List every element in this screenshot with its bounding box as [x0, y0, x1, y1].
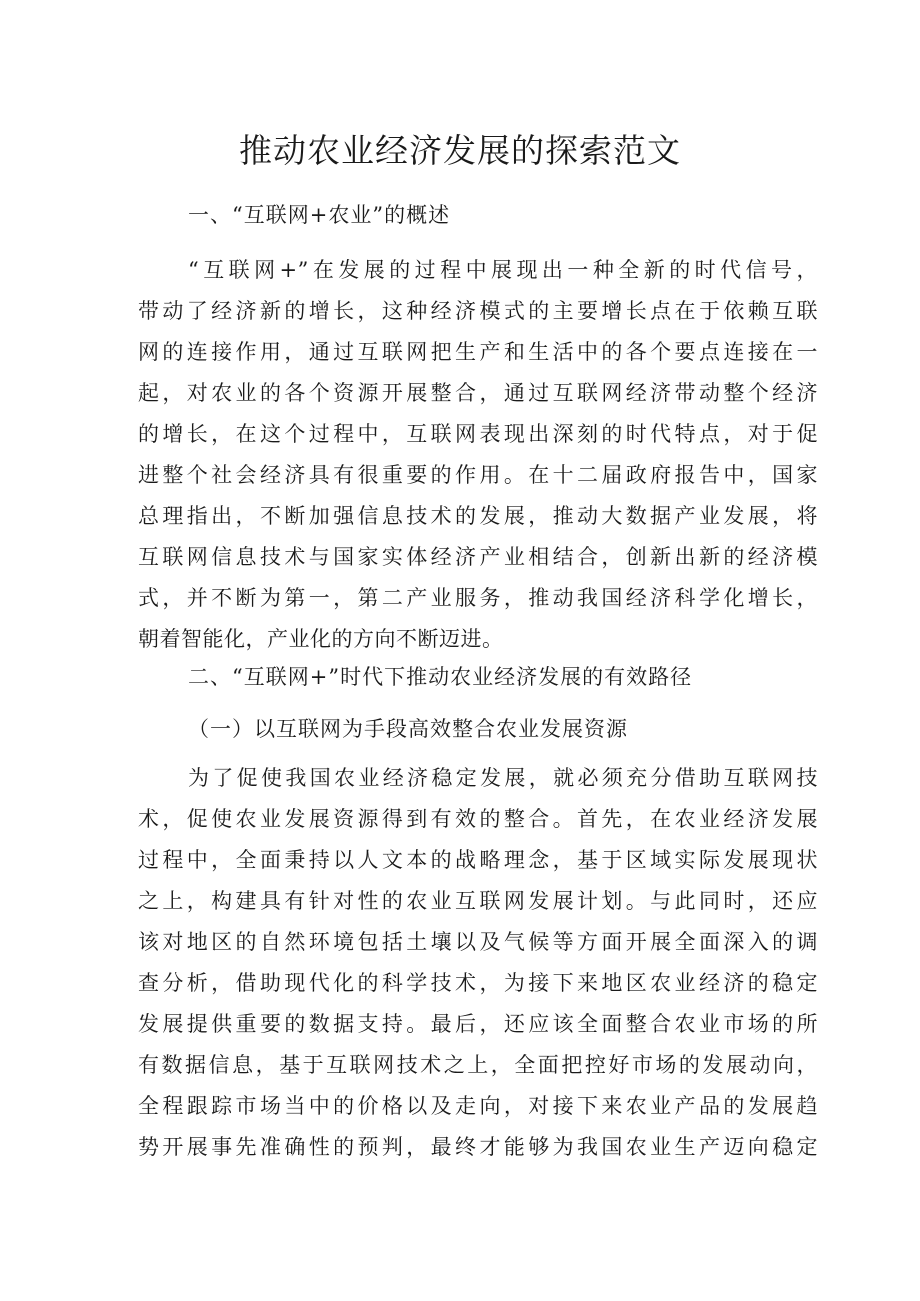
paragraph-line: “互联网+”在发展的过程中展现出一种全新的时代信号，: [188, 258, 818, 282]
paragraph-line: 起，对农业的各个资源开展整合，通过互联网经济带动整个经济: [138, 381, 818, 405]
document-title: 推动农业经济发展的探索范文: [239, 131, 681, 170]
paragraph-line: 的增长，在这个过程中，互联网表现出深刻的时代特点，对于促: [138, 422, 818, 446]
paragraph-line: 全程跟踪市场当中的价格以及走向，对接下来农业产品的发展趋: [138, 1094, 818, 1118]
paragraph-line: 之上，构建具有针对性的农业互联网发展计划。与此同时，还应: [138, 889, 818, 913]
paragraph-line: 进整个社会经济具有很重要的作用。在十二届政府报告中，国家: [138, 463, 818, 487]
paragraph-line: 过程中，全面秉持以人文本的战略理念，基于区域实际发展现状: [138, 848, 818, 872]
subsection-1-paragraph: [138, 758, 818, 1168]
paragraph-line: 互联网信息技术与国家实体经济产业相结合，创新出新的经济模: [138, 545, 818, 569]
paragraph-line: 网的连接作用，通过互联网把生产和生活中的各个要点连接在一: [138, 340, 818, 364]
paragraph-line: 发展提供重要的数据支持。最后，还应该全面整合农业市场的所: [138, 1012, 818, 1036]
section-2-heading: 二、“互联网+”时代下推动农业经济发展的有效路径: [188, 665, 693, 689]
paragraph-line: 查分析，借助现代化的科学技术，为接下来地区农业经济的稳定: [138, 971, 818, 995]
paragraph-line: 式，并不断为第一，第二产业服务，推动我国经济科学化增长，: [138, 586, 818, 610]
paragraph-line: 朝着智能化，产业化的方向不断迈进。: [138, 627, 504, 651]
paragraph-line: 势开展事先准确性的预判，最终才能够为我国农业生产迈向稳定: [138, 1135, 818, 1159]
paragraph-line: 该对地区的自然环境包括土壤以及气候等方面开展全面深入的调: [138, 930, 818, 954]
section-1-paragraph: [138, 250, 818, 660]
paragraph-line: 为了促使我国农业经济稳定发展，就必须充分借助互联网技: [188, 766, 818, 790]
section-1-heading: 一、“互联网+农业”的概述: [188, 203, 451, 227]
subsection-1-heading: （一）以互联网为手段高效整合农业发展资源: [188, 717, 628, 741]
paragraph-line: 有数据信息，基于互联网技术之上，全面把控好市场的发展动向，: [138, 1053, 818, 1077]
paragraph-line: 术，促使农业发展资源得到有效的整合。首先，在农业经济发展: [138, 807, 818, 831]
paragraph-line: 带动了经济新的增长，这种经济模式的主要增长点在于依赖互联: [138, 299, 818, 323]
paragraph-line: 总理指出，不断加强信息技术的发展，推动大数据产业发展，将: [138, 504, 818, 528]
